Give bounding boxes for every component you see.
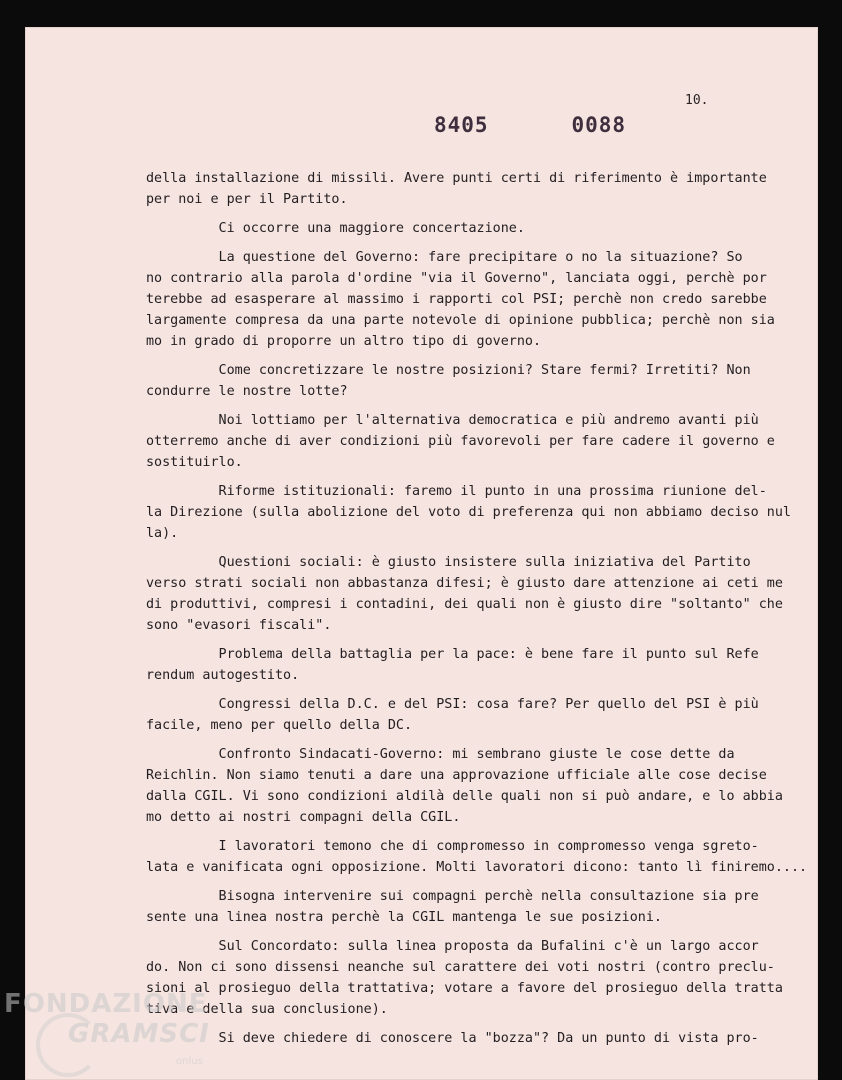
text-line: largamente compresa da una parte notevole di opinione pubblica; perchè non sia: [146, 313, 775, 328]
text-line: tiva e della sua conclusione).: [146, 1002, 388, 1017]
paragraph: [146, 644, 786, 686]
text-line: Congressi della D.C. e del PSI: cosa fare? Per quello del PSI è più: [146, 697, 759, 712]
text-line: Bisogna intervenire sui compagni perchè nella consultazione sia pre: [146, 889, 759, 904]
paragraph: [146, 1028, 786, 1049]
watermark-line2: GRAMSCI: [68, 1019, 210, 1049]
text-line: mo in grado di proporre un altro tipo di governo.: [146, 334, 542, 349]
text-line: Riforme istituzionali: faremo il punto in una prossima riunione del-: [146, 484, 767, 499]
text-line: La questione del Governo: fare precipitare o no la situazione? So: [146, 250, 743, 265]
text-line: per noi e per il Partito.: [146, 192, 348, 207]
paragraph: [146, 552, 786, 636]
text-line: Sul Concordato: sulla linea proposta da Bufalini c'è un largo accor: [146, 939, 759, 954]
paragraph: [146, 836, 808, 878]
text-line: lata e vanificata ogni opposizione. Molti lavoratori dicono: tanto lì finiremo....: [146, 860, 808, 875]
text-line: Problema della battaglia per la pace: è bene fare il punto sul Refe: [146, 647, 759, 662]
text-line: la Direzione (sulla abolizione del voto di preferenza qui non abbiamo deciso nul: [146, 505, 791, 520]
text-line: facile, meno per quello della DC.: [146, 718, 413, 733]
text-line: condurre le nostre lotte?: [146, 384, 348, 399]
text-line: Questioni sociali: è giusto insistere sulla iniziativa del Partito: [146, 555, 751, 570]
text-line: sono "evasori fiscali".: [146, 618, 332, 633]
text-line: Come concretizzare le nostre posizioni? Stare fermi? Irretiti? Non: [146, 363, 751, 378]
text-line: sioni al prosieguo della trattativa; votare a favore del prosieguo della tratta: [146, 981, 783, 996]
paragraph: [146, 247, 786, 352]
paragraph: [146, 168, 786, 210]
paragraph: [146, 936, 786, 1020]
paragraph: [146, 218, 786, 239]
text-line: terebbe ad esasperare al massimo i rapporti col PSI; perchè non credo sarebbe: [146, 292, 767, 307]
text-line: della installazione di missili. Avere punti certi di riferimento è importante: [146, 171, 767, 186]
text-line: mo detto ai nostri compagni della CGIL.: [146, 810, 461, 825]
text-line: sostituirlo.: [146, 455, 243, 470]
text-line: Ci occorre una maggiore concertazione.: [146, 221, 525, 236]
typewritten-body: [146, 168, 808, 1049]
paragraph: [146, 481, 791, 544]
paragraph: [146, 744, 786, 828]
paragraph: [146, 886, 786, 928]
page-number: 10.: [685, 93, 709, 108]
text-line: do. Non ci sono dissensi neanche sul carattere dei voti nostri (contro preclu-: [146, 960, 775, 975]
text-line: di produttivi, compresi i contadini, dei quali non è giusto dire "soltanto" che: [146, 597, 783, 612]
text-line: Si deve chiedere di conoscere la "bozza"? Da un punto di vista pro-: [146, 1031, 759, 1046]
text-line: otterremo anche di aver condizioni più favorevoli per fare cadere il governo e: [146, 434, 775, 449]
paragraph: [146, 360, 786, 402]
text-line: dalla CGIL. Vi sono condizioni aldilà delle quali non si può andare, e lo abbia: [146, 789, 783, 804]
watermark-suffix: onlus: [176, 1056, 203, 1067]
text-line: rendum autogestito.: [146, 668, 300, 683]
text-line: Reichlin. Non siamo tenuti a dare una approvazione ufficiale alle cose decise: [146, 768, 767, 783]
watermark-line1: FONDAZIONE: [4, 989, 208, 1019]
text-line: sente una linea nostra perchè la CGIL mantenga le sue posizioni.: [146, 910, 662, 925]
paragraph: [146, 410, 786, 473]
archive-stamp: 8405 0088: [434, 113, 627, 137]
text-line: la).: [146, 526, 179, 541]
text-line: Noi lottiamo per l'alternativa democratica e più andremo avanti più: [146, 413, 759, 428]
paragraph: [146, 694, 786, 736]
text-line: Confronto Sindacati-Governo: mi sembrano giuste le cose dette da: [146, 747, 735, 762]
text-line: no contrario alla parola d'ordine "via il Governo", lanciata oggi, perchè por: [146, 271, 767, 286]
watermark-logo: [4, 989, 210, 1067]
text-line: I lavoratori temono che di compromesso in compromesso venga sgreto-: [146, 839, 759, 854]
text-line: verso strati sociali non abbastanza difesi; è giusto dare attenzione ai ceti me: [146, 576, 783, 591]
